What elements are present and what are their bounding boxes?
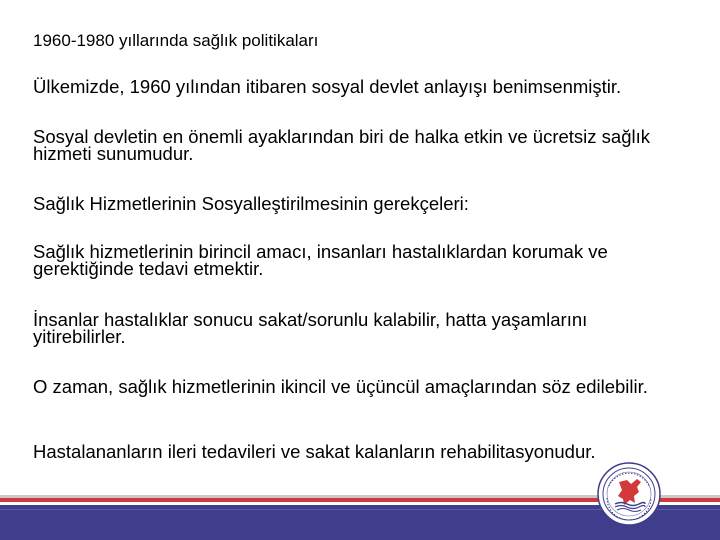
paragraph: Sağlık hizmetlerinin birincil amacı, insanları hastalıklardan korumak ve gerektiğinde tedavi etmektir. (33, 241, 608, 279)
paragraph: Sağlık Hizmetlerinin Sosyalleştirilmesinin gerekçeleri: (33, 193, 469, 214)
slide-heading: 1960-1980 yıllarında sağlık politikaları (33, 31, 319, 50)
university-seal-icon (597, 462, 661, 526)
paragraph: Sosyal devletin en önemli ayaklarından biri de halka etkin ve ücretsiz sağlık hizmeti sunumudur. (33, 126, 650, 164)
paragraph: O zaman, sağlık hizmetlerinin ikincil ve üçüncül amaçlarından söz edilebilir. (33, 376, 648, 397)
paragraph: Hastalananların ileri tedavileri ve sakat kalanların rehabilitasyonudur. (33, 441, 596, 462)
paragraph: Ülkemizde, 1960 yılından itibaren sosyal devlet anlayışı benimsenmiştir. (33, 76, 622, 97)
paragraph: İnsanlar hastalıklar sonucu sakat/sorunlu kalabilir, hatta yaşamlarını yitirebilirler. (33, 309, 588, 347)
